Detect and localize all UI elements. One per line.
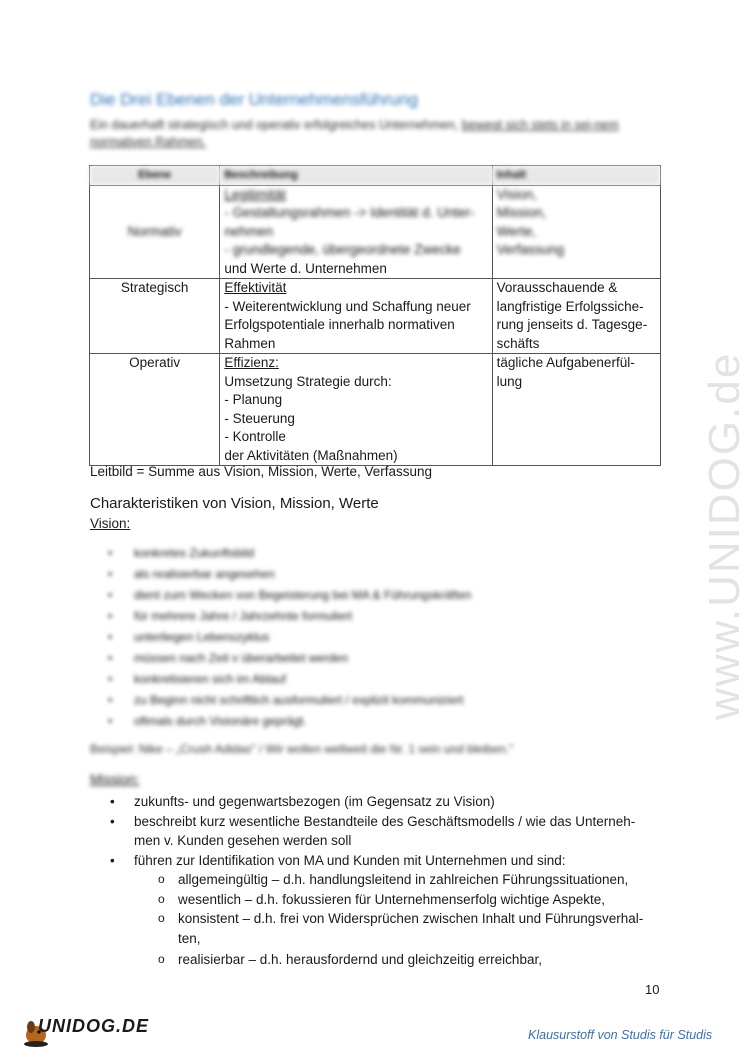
cell-inhalt	[492, 279, 660, 354]
section-heading: Die Drei Ebenen der Unternehmensführung	[90, 90, 418, 109]
inhalt-line: Werte,	[496, 223, 537, 239]
header-beschreibung: Beschreibung	[220, 166, 492, 186]
list-item: • müssen nach Zeit v überarbeitet werden	[104, 648, 471, 669]
ebene-label: Normativ	[127, 223, 182, 239]
table-header-row	[90, 166, 661, 186]
row-line: - Steuerung	[224, 410, 295, 426]
cell-ebene: Operativ	[90, 354, 220, 466]
row-line: Umsetzung Strategie durch:	[224, 373, 392, 389]
sub-list-item: o allgemeingültig – d.h. handlungsleitend in zahlreichen Führungssituationen,	[104, 870, 660, 890]
intro-paragraph	[90, 117, 660, 151]
row-line: der Aktivitäten (Maßnahmen)	[224, 447, 398, 463]
mission-list	[104, 792, 660, 970]
circle-bullet-icon: o	[158, 891, 165, 906]
inhalt-line: schäfts	[496, 335, 540, 351]
cell-ebene: Strategisch	[90, 279, 220, 354]
levels-table	[89, 165, 661, 466]
row-line: - Kontrolle	[224, 429, 286, 444]
intro-text: Ein dauerhaft strategisch und operativ erfolgreiches Unternehmen,	[90, 118, 459, 132]
header-ebene: Ebene	[90, 166, 220, 186]
row-line: - Planung	[224, 392, 283, 407]
header-inhalt: Inhalt	[492, 166, 660, 186]
row-title: Effektivität	[224, 280, 287, 295]
logo-text: UNIDOG.DE	[38, 1016, 150, 1036]
page-number: 10	[645, 982, 660, 997]
inhalt-line: rung jenseits d. Tagesge-	[496, 317, 648, 332]
list-item: • für mehrere Jahre / Jahrzehnte formuliert	[104, 606, 471, 627]
list-item: • beschreibt kurz wesentliche Bestandteile des Geschäftsmodells / wie das Unterneh-men v. Kunden gesehen werden soll	[110, 813, 636, 848]
sub-list-item: o realisierbar – d.h. herausfordernd und gleichzeitig erreichbar,	[104, 950, 660, 970]
table-row	[90, 279, 661, 354]
list-item: • dient zum Wecken von Begeisterung bei MA & Führungskräften	[104, 585, 471, 606]
row-line: - grundlegende, übergeordnete Zwecke	[224, 242, 461, 257]
list-item: • als realisierbar angesehen	[104, 564, 471, 585]
list-item: • konkretes Zukunftsbild	[104, 543, 471, 564]
intro-underlined: bewegt sich stets in sei-nem normativen Rahmen.	[90, 118, 619, 149]
cell-beschreibung	[220, 354, 492, 466]
leitbild-caption: Leitbild = Summe aus Vision, Mission, Werte, Verfassung	[90, 464, 433, 479]
vision-label: Vision:	[90, 516, 131, 531]
inhalt-line: Verfassung	[496, 242, 565, 257]
inhalt-line: Mission,	[496, 205, 547, 220]
inhalt-line: lung	[496, 373, 523, 389]
vision-list	[104, 543, 471, 732]
mission-label: Mission:	[90, 772, 140, 787]
cell-inhalt	[492, 354, 660, 466]
subheading: Charakteristiken von Vision, Mission, Werte	[90, 495, 379, 512]
list-item: • zukunfts- und gegenwartsbezogen (im Gegensatz zu Vision)	[104, 792, 660, 812]
table-row	[90, 354, 661, 466]
bullet-icon: •	[110, 813, 115, 829]
sub-list-item: o wesentlich – d.h. fokussieren für Unternehmenserfolg wichtige Aspekte,	[104, 890, 660, 910]
inhalt-line: tägliche Aufgabenerfül-	[496, 355, 635, 370]
row-line: - Weiterentwicklung und Schaffung neuer	[224, 298, 471, 314]
watermark: www.UNIDOG.de	[700, 351, 749, 720]
row-title: Legitimität	[224, 186, 286, 202]
inhalt-line: Vision,	[496, 186, 537, 202]
row-line: Rahmen	[224, 335, 276, 351]
footer-slogan: Klausurstoff von Studis für Studis	[528, 1028, 713, 1042]
list-item: • führen zur Identifikation von MA und Kunden mit Unternehmen und sind:	[104, 851, 660, 871]
list-item: • oftmals durch Visionäre geprägt.	[104, 711, 471, 732]
row-line: nehmen	[224, 223, 274, 239]
row-line: Erfolgspotentiale innerhalb normativen	[224, 317, 455, 332]
inhalt-line: langfristige Erfolgssiche-	[496, 298, 644, 314]
cell-beschreibung	[220, 279, 492, 354]
row-line: - Gestaltungsrahmen -> Identität d. Unter-	[224, 205, 475, 220]
vision-example: Beispiel: Nike – „Crush Adidas" / Wir wollen weltweit die Nr. 1 sein und bleiben."	[90, 742, 514, 756]
bullet-icon: •	[110, 852, 115, 868]
list-item: • zu Beginn nicht schriftlich ausformuliert / explizit kommuniziert	[104, 690, 471, 711]
table-row	[90, 185, 661, 279]
row-line: und Werte d. Unternehmen	[224, 260, 387, 276]
circle-bullet-icon: o	[158, 952, 165, 966]
cell-ebene	[90, 185, 220, 279]
cell-inhalt	[492, 185, 660, 279]
cell-beschreibung	[220, 185, 492, 279]
inhalt-line: Vorausschauende &	[496, 280, 618, 295]
list-item: • konkretisieren sich im Ablauf	[104, 669, 471, 690]
circle-bullet-icon: o	[158, 872, 165, 886]
sub-list-item: o konsistent – d.h. frei von Widersprüchen zwischen Inhalt und Führungsverhal-ten,	[158, 911, 644, 946]
list-item: • unterliegen Lebenszyklus	[104, 627, 471, 648]
row-title: Effizienz:	[224, 355, 279, 370]
bullet-icon: •	[110, 794, 115, 809]
circle-bullet-icon: o	[158, 911, 165, 925]
